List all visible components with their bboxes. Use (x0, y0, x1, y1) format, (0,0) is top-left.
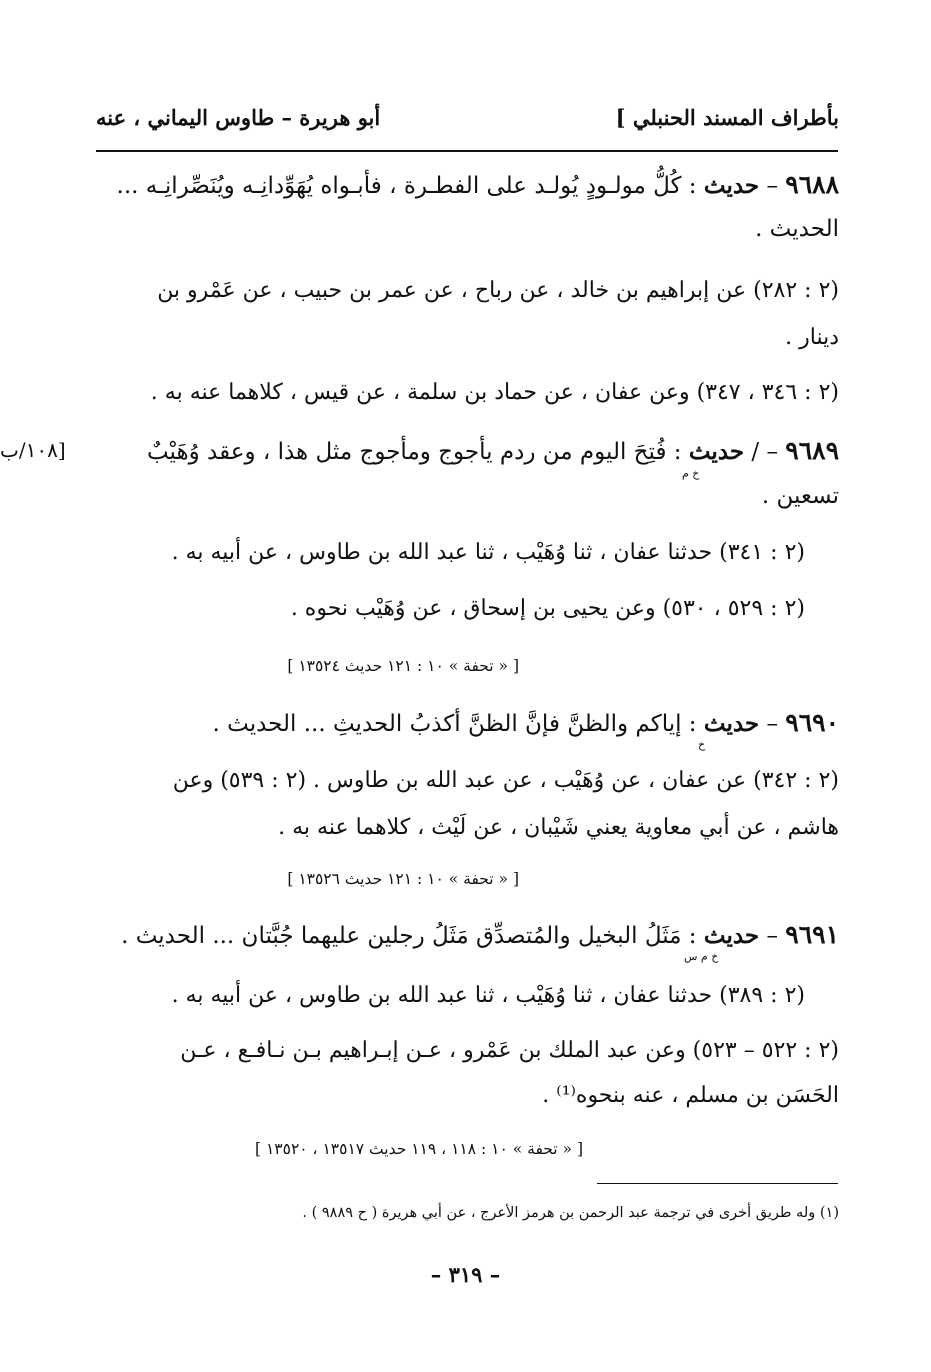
entry-number: ٩٦٨٨ (785, 170, 839, 199)
isnad-line: (٢ : ٣٤١) حدثنا عفان ، ثنا وُهَيْب ، ثنا عبد الله بن طاوس ، عن أبيه به . (171, 540, 805, 565)
entry-dash: – (766, 711, 778, 737)
isnad-line: الحَسَن بن مسلم ، عنه بنحوه⁽¹⁾ . (542, 1083, 839, 1108)
page-number: – ٣١٩ – (430, 1262, 501, 1287)
isnad-line: (٢ : ٣٤٦ ، ٣٤٧) وعن عفان ، عن حماد بن سلمة ، عن قيس ، كلاهما عنه به . (150, 380, 839, 405)
isnad-line: دينار . (785, 325, 839, 350)
tuhfa-reference: [ « تحفة » ١٠ : ١٢١ حديث ١٣٥٢٤ ] (287, 657, 519, 675)
entry-dash: – / (751, 439, 778, 465)
entry-9691-line1 (121, 920, 839, 949)
entry-dash: – (766, 173, 778, 199)
running-header-chapter: أبو هريرة – طاوس اليماني ، عنه (96, 105, 381, 130)
entry-number: ٩٦٩١ (785, 920, 839, 949)
entry-9689-line1 (147, 436, 839, 465)
hadith-keyword: حديث (688, 438, 745, 465)
sigla: خ (698, 738, 706, 751)
entry-9690-line1 (212, 708, 839, 737)
isnad-line: (٢ : ٥٢٢ – ٥٢٣) وعن عبد الملك بن عَمْرو ، عـن إبـراهيم بـن نـافـع ، عـن (180, 1038, 839, 1063)
entry-number: ٩٦٨٩ (785, 436, 839, 465)
margin-folio-ref: [١٠٨/ب (0, 438, 66, 462)
isnad-line: هاشم ، عن أبي معاوية يعني شَيْبان ، عن لَيْث ، كلاهما عنه به . (278, 815, 839, 840)
entry-9689-line2: تسعين . (761, 483, 839, 509)
header-rule (96, 150, 838, 152)
sigla: خ م (682, 467, 700, 480)
hadith-keyword: حديث (703, 710, 760, 737)
isnad-line: (٢ : ٣٨٩) حدثنا عفان ، ثنا وُهَيْب ، ثنا عبد الله بن طاوس ، عن أبيه به . (171, 983, 805, 1008)
entry-dash: – (766, 923, 778, 949)
isnad-line: (٢ : ٢٨٢) عن إبراهيم بن خالد ، عن رباح ، عن عمر بن حبيب ، عن عَمْرو بن (157, 278, 839, 303)
tuhfa-reference: [ « تحفة » ١٠ : ١٢١ حديث ١٣٥٢٦ ] (287, 870, 519, 888)
footnote-rule (597, 1183, 838, 1184)
isnad-line: (٢ : ٥٢٩ ، ٥٣٠) وعن يحيى بن إسحاق ، عن وُهَيْب نحوه . (290, 596, 805, 621)
hadith-text: : مَثَلُ البخيل والمُتصدِّق مَثَلُ رجلين عليهما جُبَّتان ... الحديث . (121, 923, 697, 949)
footnote: (١) وله طريق أخرى في ترجمة عبد الرحمن بن هرمز الأعرج ، عن أبي هريرة ( ح ٩٨٨٩ ) . (302, 1205, 839, 1221)
entry-number: ٩٦٩٠ (785, 708, 839, 737)
hadith-keyword: حديث (703, 922, 760, 949)
hadith-text: : فُتِحَ اليوم من ردم يأجوج ومأجوج مثل هذا ، وعقد وُهَيْبٌ (146, 439, 682, 465)
hadith-keyword: حديث (703, 172, 760, 199)
running-header-title: بأطراف المسند الحنبلي ] (615, 105, 839, 130)
hadith-text: : إياكم والظنَّ فإنَّ الظنَّ أكذبُ الحديثِ ... الحديث . (212, 711, 697, 737)
entry-9688-line2: الحديث . (755, 216, 839, 242)
sigla: خ م س (684, 950, 719, 963)
entry-9688-line1 (117, 170, 839, 199)
hadith-text: : كُلُّ مولـودٍ يُولـد على الفطـرة ، فأبـواه يُهَوِّدانِـه ويُنَصِّرانِـه ... (116, 173, 697, 199)
tuhfa-reference: [ « تحفة » ١٠ : ١١٨ ، ١١٩ حديث ١٣٥١٧ ، ١٣٥٢٠ ] (255, 1140, 583, 1158)
isnad-line: (٢ : ٣٤٢) عن عفان ، عن وُهَيْب ، عن عبد الله بن طاوس . (٢ : ٥٣٩) وعن (172, 768, 839, 793)
